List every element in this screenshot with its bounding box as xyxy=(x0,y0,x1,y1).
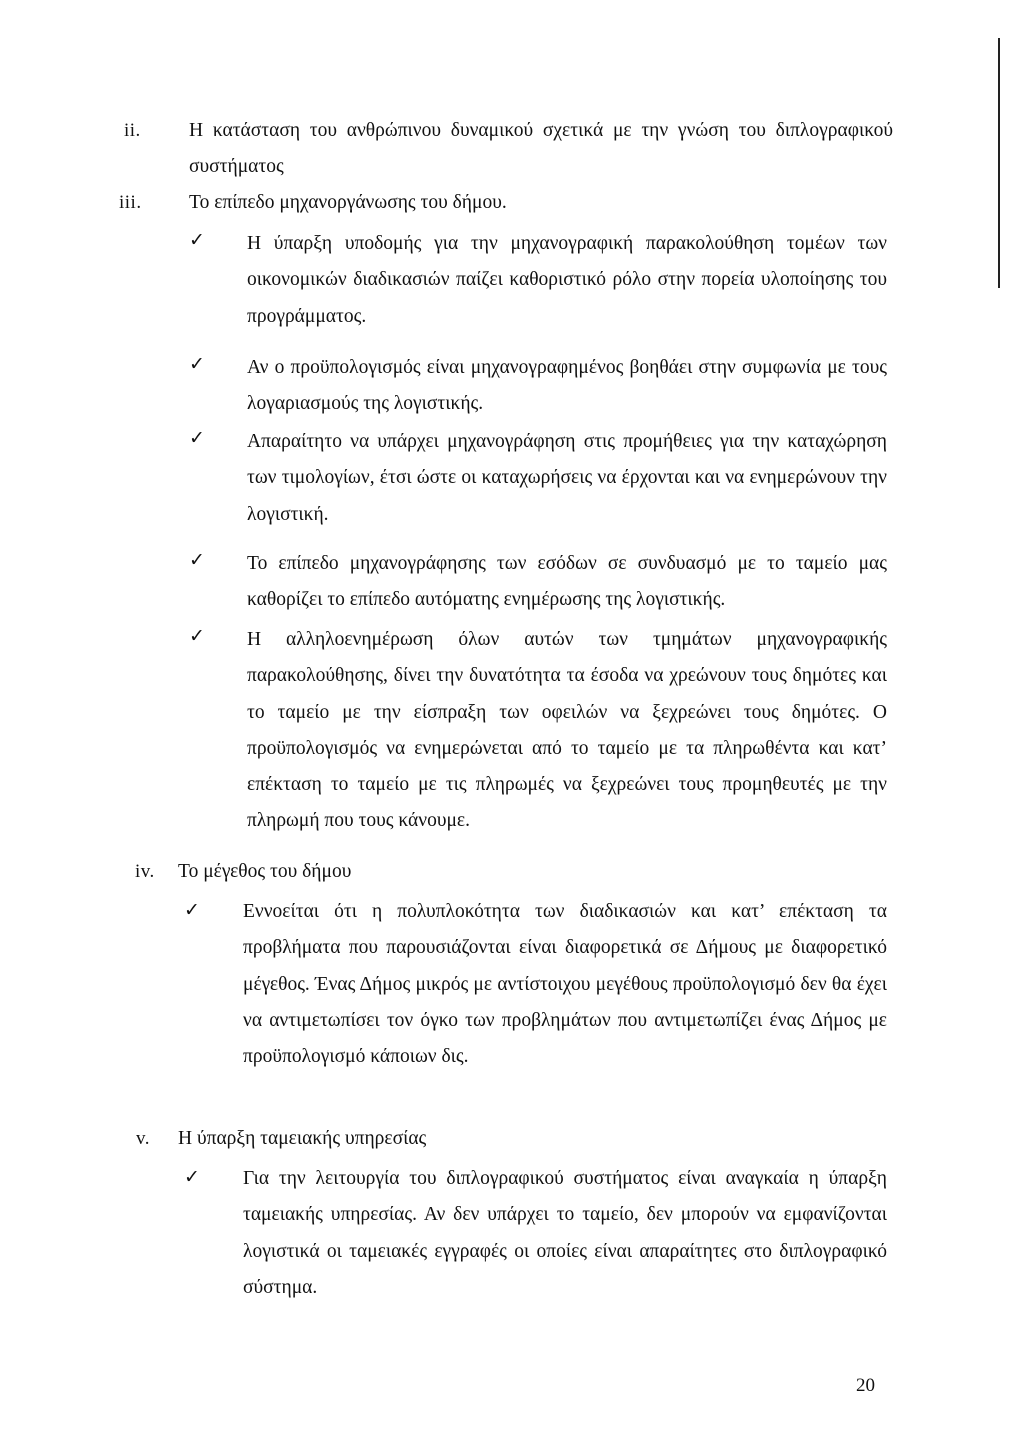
section-iii-bullet-3: Απαραίτητο να υπάρχει μηχανογράφηση στις προμήθειες για την καταχώρηση των τιμολογίων, έτσι ώστε οι καταχωρήσεις να έρχονται και να ενημερώνουν την λογιστική. xyxy=(247,431,887,525)
page-number: 20 xyxy=(856,1375,875,1396)
section-iii-bullet-1: Η ύπαρξη υποδομής για την μηχανογραφική παρακολούθηση τομέων των οικονομικών διαδικασιών παίζει καθοριστικό ρόλο στην πορεία υλοποίησης του προγράμματος. xyxy=(247,233,887,327)
checkmark-icon: ✓ xyxy=(184,899,200,921)
section-iv-bullet-1: Εννοείται ότι η πολυπλοκότητα των διαδικασιών και κατ’ επέκταση τα προβλήματα που παρουσιάζονται είναι διαφορετικά σε Δήμους με διαφορετικό μέγεθος. Ένας Δήμος μικρός με αντίστοιχου μεγέθους προϋπολογισμό δεν θα έχει να αντιμετωπίσει τον όγκο των προβλημάτων που αντιμετωπίζει ένας Δήμος με προϋπολογισμό κάποιων δις. xyxy=(243,901,887,1068)
checkmark-icon: ✓ xyxy=(189,229,205,251)
checkmark-icon: ✓ xyxy=(189,427,205,449)
checkmark-icon: ✓ xyxy=(189,625,205,647)
checkmark-icon: ✓ xyxy=(189,549,205,571)
checkmark-icon: ✓ xyxy=(184,1166,200,1188)
section-v-bullet-1: Για την λειτουργία του διπλογραφικού συστήματος είναι αναγκαία η ύπαρξη ταμειακής υπηρεσίας. Αν δεν υπάρχει το ταμείο, δεν μπορούν να εμφανίζονται λογιστικά οι ταμειακές εγγραφές οι οποίες είναι απαραίτητες στο διπλογραφικό σύστημα. xyxy=(243,1168,887,1298)
scan-edge-line xyxy=(998,38,1000,288)
section-iii-heading: Το επίπεδο μηχανοργάνωσης του δήμου. xyxy=(189,192,507,213)
section-iii-bullet-2: Αν ο προϋπολογισμός είναι μηχανογραφημένος βοηθάει στην συμφωνία με τους λογαριασμούς της λογιστικής. xyxy=(247,357,887,415)
list-numeral-ii: ii. xyxy=(124,120,141,141)
section-iii-bullet-4: Το επίπεδο μηχανογράφησης των εσόδων σε συνδυασμό με το ταμείο μας καθορίζει το επίπεδο αυτόματης ενημέρωσης της λογιστικής. xyxy=(247,553,887,611)
list-numeral-iv: iv. xyxy=(135,861,155,882)
section-iii-bullet-5: Η αλληλοενημέρωση όλων αυτών των τμημάτων μηχανογραφικής παρακολούθησης, δίνει την δυνατότητα τα έσοδα να χρεώνουν τους δημότες και το ταμείο με την είσπραξη των οφειλών να ξεχρεώνει τους δημότες. Ο προϋπολογισμός να ενημερώνεται από το ταμείο με τα πληρωθέντα και κατ’ επέκταση το ταμείο με τις πληρωμές να ξεχρεώνει τους προμηθευτές με την πληρωμή που τους κάνουμε. xyxy=(247,629,887,832)
list-numeral-v: v. xyxy=(136,1128,151,1149)
section-v-heading: Η ύπαρξη ταμειακής υπηρεσίας xyxy=(178,1128,427,1149)
section-ii-text: Η κατάσταση του ανθρώπινου δυναμικού σχετικά με την γνώση του διπλογραφικού συστήματος xyxy=(189,120,893,178)
section-iv-heading: Το μέγεθος του δήμου xyxy=(178,861,352,882)
list-numeral-iii: iii. xyxy=(119,192,142,213)
checkmark-icon: ✓ xyxy=(189,353,205,375)
